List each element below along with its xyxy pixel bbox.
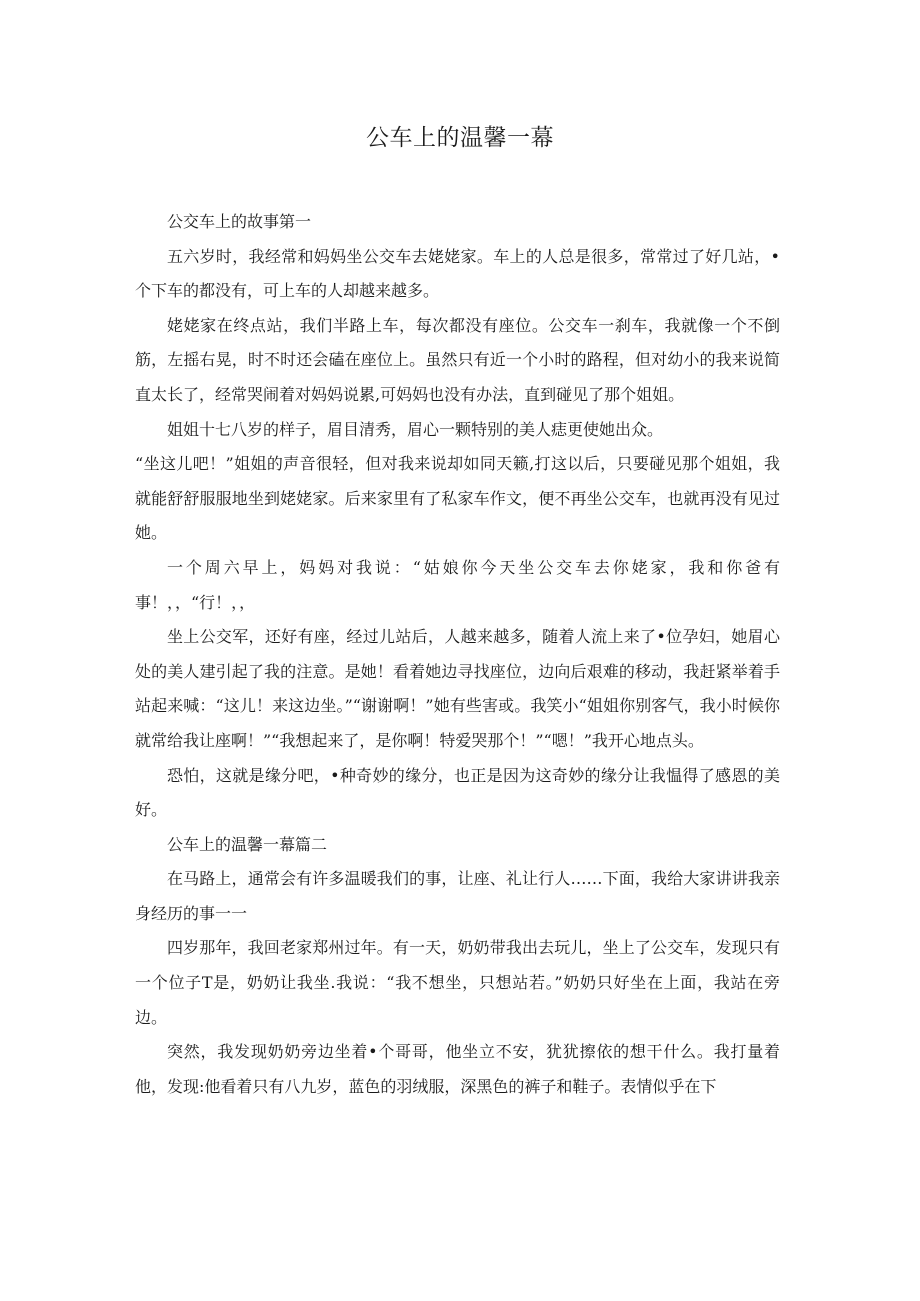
- paragraph: 坐上公交军，还好有座，经过儿站后，人越来越多，随着人流上来了•位孕妇，她眉心处的美人建引起了我的注意。是她！看着她边寻找座位，边向后艰难的移动，我赶紧举着手站起来喊：“这儿！来这边坐。”“谢谢啊！”她有些害或。我笑小“姐姐你别客气，我小时候你就常给我让座啊！”“我想起来了，是你啊！特爱哭那个！”“嗯！”我开心地点头。: [135, 627, 780, 750]
- paragraph: 一个周六早上，妈妈对我说：“姑娘你今天坐公交车去你姥家，我和你爸有事！，，“行！，，: [135, 557, 780, 612]
- paragraph: 公车上的温馨一幕篇二: [167, 834, 328, 854]
- paragraph: 五六岁时，我经常和妈妈坐公交车去姥姥家。车上的人总是很多，常常过了好几站，•个下车的都没有，可上车的人却越来越多。: [135, 246, 780, 301]
- paragraph: “坐这儿吧！”姐姐的声音很轻，但对我来说却如同天籁,打这以后，只要碰见那个姐姐，我就能舒舒服服地坐到姥姥家。后来家里有了私家车作文，便不再坐公交车，也就再没有见过她。: [135, 454, 780, 543]
- paragraph: 在马路上，通常会有许多温暖我们的事，让座、礼让行人……下面，我给大家讲讲我亲身经历的事一一: [135, 869, 780, 923]
- paragraph: 姥姥家在终点站，我们半路上车，每次都没有座位。公交车一刹车，我就像一个不倒筋，左摇右晃，时不时还会磕在座位上。虽然只有近一个小时的路程，但对幼小的我来说简直太长了，经常哭闹着对妈妈说累,可妈妈也没有办法，直到碰见了那个姐姐。: [135, 315, 780, 404]
- paragraph: 恐怕，这就是缘分吧，•种奇妙的缘分，也正是因为这奇妙的缘分让我愠得了感恩的美好。: [135, 765, 780, 820]
- paragraph: 公交车上的故事第一: [167, 212, 312, 231]
- document-body: [135, 205, 780, 1104]
- paragraph: 四岁那年，我回老家郑州过年。有一天，奶奶带我出去玩儿，坐上了公交车，发现只有一个位子T是，奶奶让我坐.我说：“我不想坐，只想站若。”奶奶只好坐在上面，我站在旁边。: [135, 938, 780, 1027]
- document-title: 公车上的温馨一幕: [366, 125, 554, 151]
- paragraph: 姐姐十七八岁的样子，眉目清秀，眉心一颗特别的美人痣更使她出众。: [167, 419, 664, 439]
- paragraph: 突然，我发现奶奶旁边坐着•个哥哥，他坐立不安，犹犹擦依的想干什么。我打量着他，发现:他看着只有八九岁，蓝色的羽绒服，深黑色的裤子和鞋子。表情似乎在下: [135, 1042, 780, 1096]
